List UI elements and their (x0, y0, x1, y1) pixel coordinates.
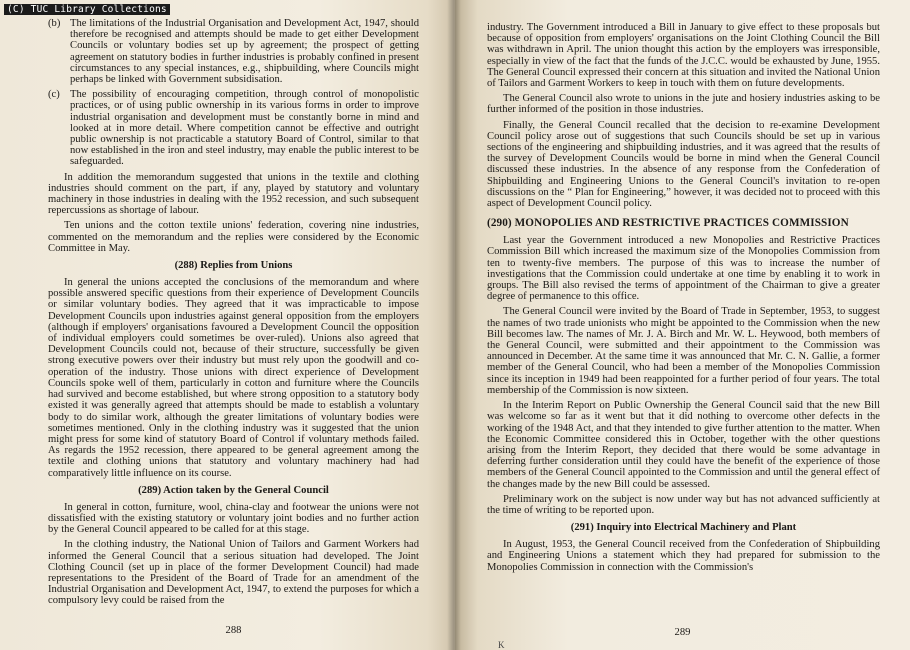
list-text: The limitations of the Industrial Organisation and Development Act, 1947, should therefore be recognised and attempts should be made to get either Development Councils or voluntary bodies set up by agreement; the prospect of getting agreement on statutory bodies in further industries is probably confined in present circumstances to any special instances, e.g., shipbuilding, where Councils might perhaps be linked with Government subsidisation. (70, 18, 419, 86)
paragraph: In general in cotton, furniture, wool, china-clay and footwear the unions were not dissatisfied with the existing statutory or voluntary joint bodies and no further action by the General Council appeared to be called for at this stage. (48, 501, 419, 536)
paragraph: In the Interim Report on Public Ownership the General Council said that the new Bill was welcome so far as it went but that it did nothing to overcome other defects in the working of the 1948 Act, and that they intended to give further attention to the matter. When the Economic Committee considered this in October, together with the other questions arising from the Interim Report, they decided that there would be some advantage in deferring further consideration until they could have the benefit of the experience of those members of the General Council appointed to the Commission and until the general effect of the changes made by the new Bill could be assessed. (487, 400, 880, 490)
list-label: (b) (48, 18, 61, 29)
section-heading-288: (288) Replies from Unions (174, 260, 293, 272)
list-item-b (48, 18, 419, 85)
right-page (455, 0, 910, 650)
list-item-c (48, 89, 419, 167)
footer-mark: K (498, 640, 505, 650)
page-number: 288 (225, 625, 242, 636)
paragraph: Ten unions and the cotton textile unions' federation, covering nine industries, commented on the memorandum and the replies were considered by the Economic Committee in May. (48, 220, 419, 254)
paragraph: Finally, the General Council recalled that the decision to re-examine Development Council policy arose out of suggestions that such Councils should be set up in various sections of the engineering and shipbuilding industries, and it was agreed that the results of the survey of Development Councils would be borne in mind when the General Council discussed these industries. In the absence of any response from the Confederation of Shipbuilding and Engineering Unions to the General Council's invitation to re-open discussions on the “ Plan for Engineering,” however, it was decided not to proceed with this aspect of Development Council policy. (487, 119, 880, 210)
page-number: 289 (674, 627, 691, 638)
paragraph: In the clothing industry, the National Union of Tailors and Garment Workers had informed the General Council that a serious situation had developed. The Joint Clothing Council (set up in place of the former Development Council) had made representations to the President of the Board of Trade for an amendment of the Industrial Organisation and Development Act, 1947, to extend the purposes for which a compulsory levy could be raised from the (48, 539, 419, 607)
paragraph: In general the unions accepted the conclusions of the memorandum and where possible answered specific questions from their experience of Development Councils or similar voluntary bodies. They agreed that it was impracticable to impose Development Councils upon industries against general opposition from the employers (although if employers' organisations favoured a Development Council the opposition of individual employers could sometimes be over-ruled). Unions also agreed that Development Councils could not, because of their structure, successfully be given strong executive powers over their industry but must rely upon the goodwill and co-operation of the industry. Those unions with direct experience of Development Councils spoke well of them, particularly in cotton and furniture where the Councils had survived and become established, but where strong opposition to a statutory body existed it was generally agreed that attempts should be made to establish a voluntary body to do similar work, although the greater limitations of voluntary bodies were sometimes mentioned. Only in the clothing industry was it suggested that the union might press for some kind of statutory Board of Control if voluntary methods failed. As regards the 1952 recession, there appeared to be general agreement among the textile and clothing unions that statutory and voluntary machinery had had comparatively little influence on its course. (48, 277, 419, 479)
paragraph: In addition the memorandum suggested that unions in the textile and clothing industries should comment on the part, if any, played by statutory and voluntary machinery in those industries in dealing with the 1952 recession, and such subsequent repercussions as shortage of labour. (48, 171, 419, 217)
paragraph: In August, 1953, the General Council received from the Confederation of Shipbuilding and Engineering Unions a statement which they had prepared for submission to the Monopolies Commission in connection with the Commission's (487, 539, 880, 573)
paragraph: The General Council were invited by the Board of Trade in September, 1953, to suggest the names of two trade unionists who might be appointed to the Commission when the new Bill becomes law. The names of Mr. J. A. Birch and Mr. W. L. Heywood, both members of the General Council, were submitted and their appointment to the Commission was announced in December. At the same time it was announced that Mr. C. N. Gallie, a former member of the General Council, who had been a member of the Monopolies Commission since its inception in 1949 had been reappointed for a further period of four years. The total membership of the Commission is now sixteen. (487, 306, 880, 396)
collection-watermark: (C) TUC Library Collections (4, 4, 170, 15)
paragraph: industry. The Government introduced a Bill in January to give effect to these proposals but because of opposition from employers' organisations on the Joint Clothing Council the Bill was withdrawn in April. The union thought this action by the employers was irresponsible, especially in view of the fact that the funds of the J.C.C. would be exhausted by June, 1955. The General Council expressed their concern at this situation and invited the National Union of Tailors and Garment Workers to keep in touch with them on future developments. (487, 22, 880, 90)
section-heading-289: (289) Action taken by the General Council (138, 484, 329, 496)
paragraph: The General Council also wrote to unions in the jute and hosiery industries asking to be further informed of the position in those industries. (487, 93, 880, 116)
section-heading-290: (290) MONOPOLIES AND RESTRICTIVE PRACTICES COMMISSION (487, 217, 849, 230)
list-text: The possibility of encouraging competition, through control of monopolistic practices, or of using public ownership in its various forms in order to improve industrial organisation and development must be constantly borne in mind and looked at in more detail. Where competition cannot be effective and outright public ownership is not practicable a statutory Board of Control, similar to that now established in the iron and steel industry, may enable the public interest to be safeguarded. (70, 89, 419, 168)
paragraph: Last year the Government introduced a new Monopolies and Restrictive Practices Commission Bill which increased the maximum size of the Monopolies Commission from ten to twenty-five members. The purpose of this was to increase the number of investigations that the Commission could undertake at one time by enabling it to work in groups. The Bill also revised the terms of appointment of the Chairman to give a greater degree of permanence to this office. (487, 235, 880, 303)
section-heading-291: (291) Inquiry into Electrical Machinery and Plant (570, 522, 797, 534)
list-label: (c) (48, 89, 60, 101)
paragraph: Preliminary work on the subject is now under way but has not advanced sufficiently at the time of writing to be reported upon. (487, 493, 880, 516)
